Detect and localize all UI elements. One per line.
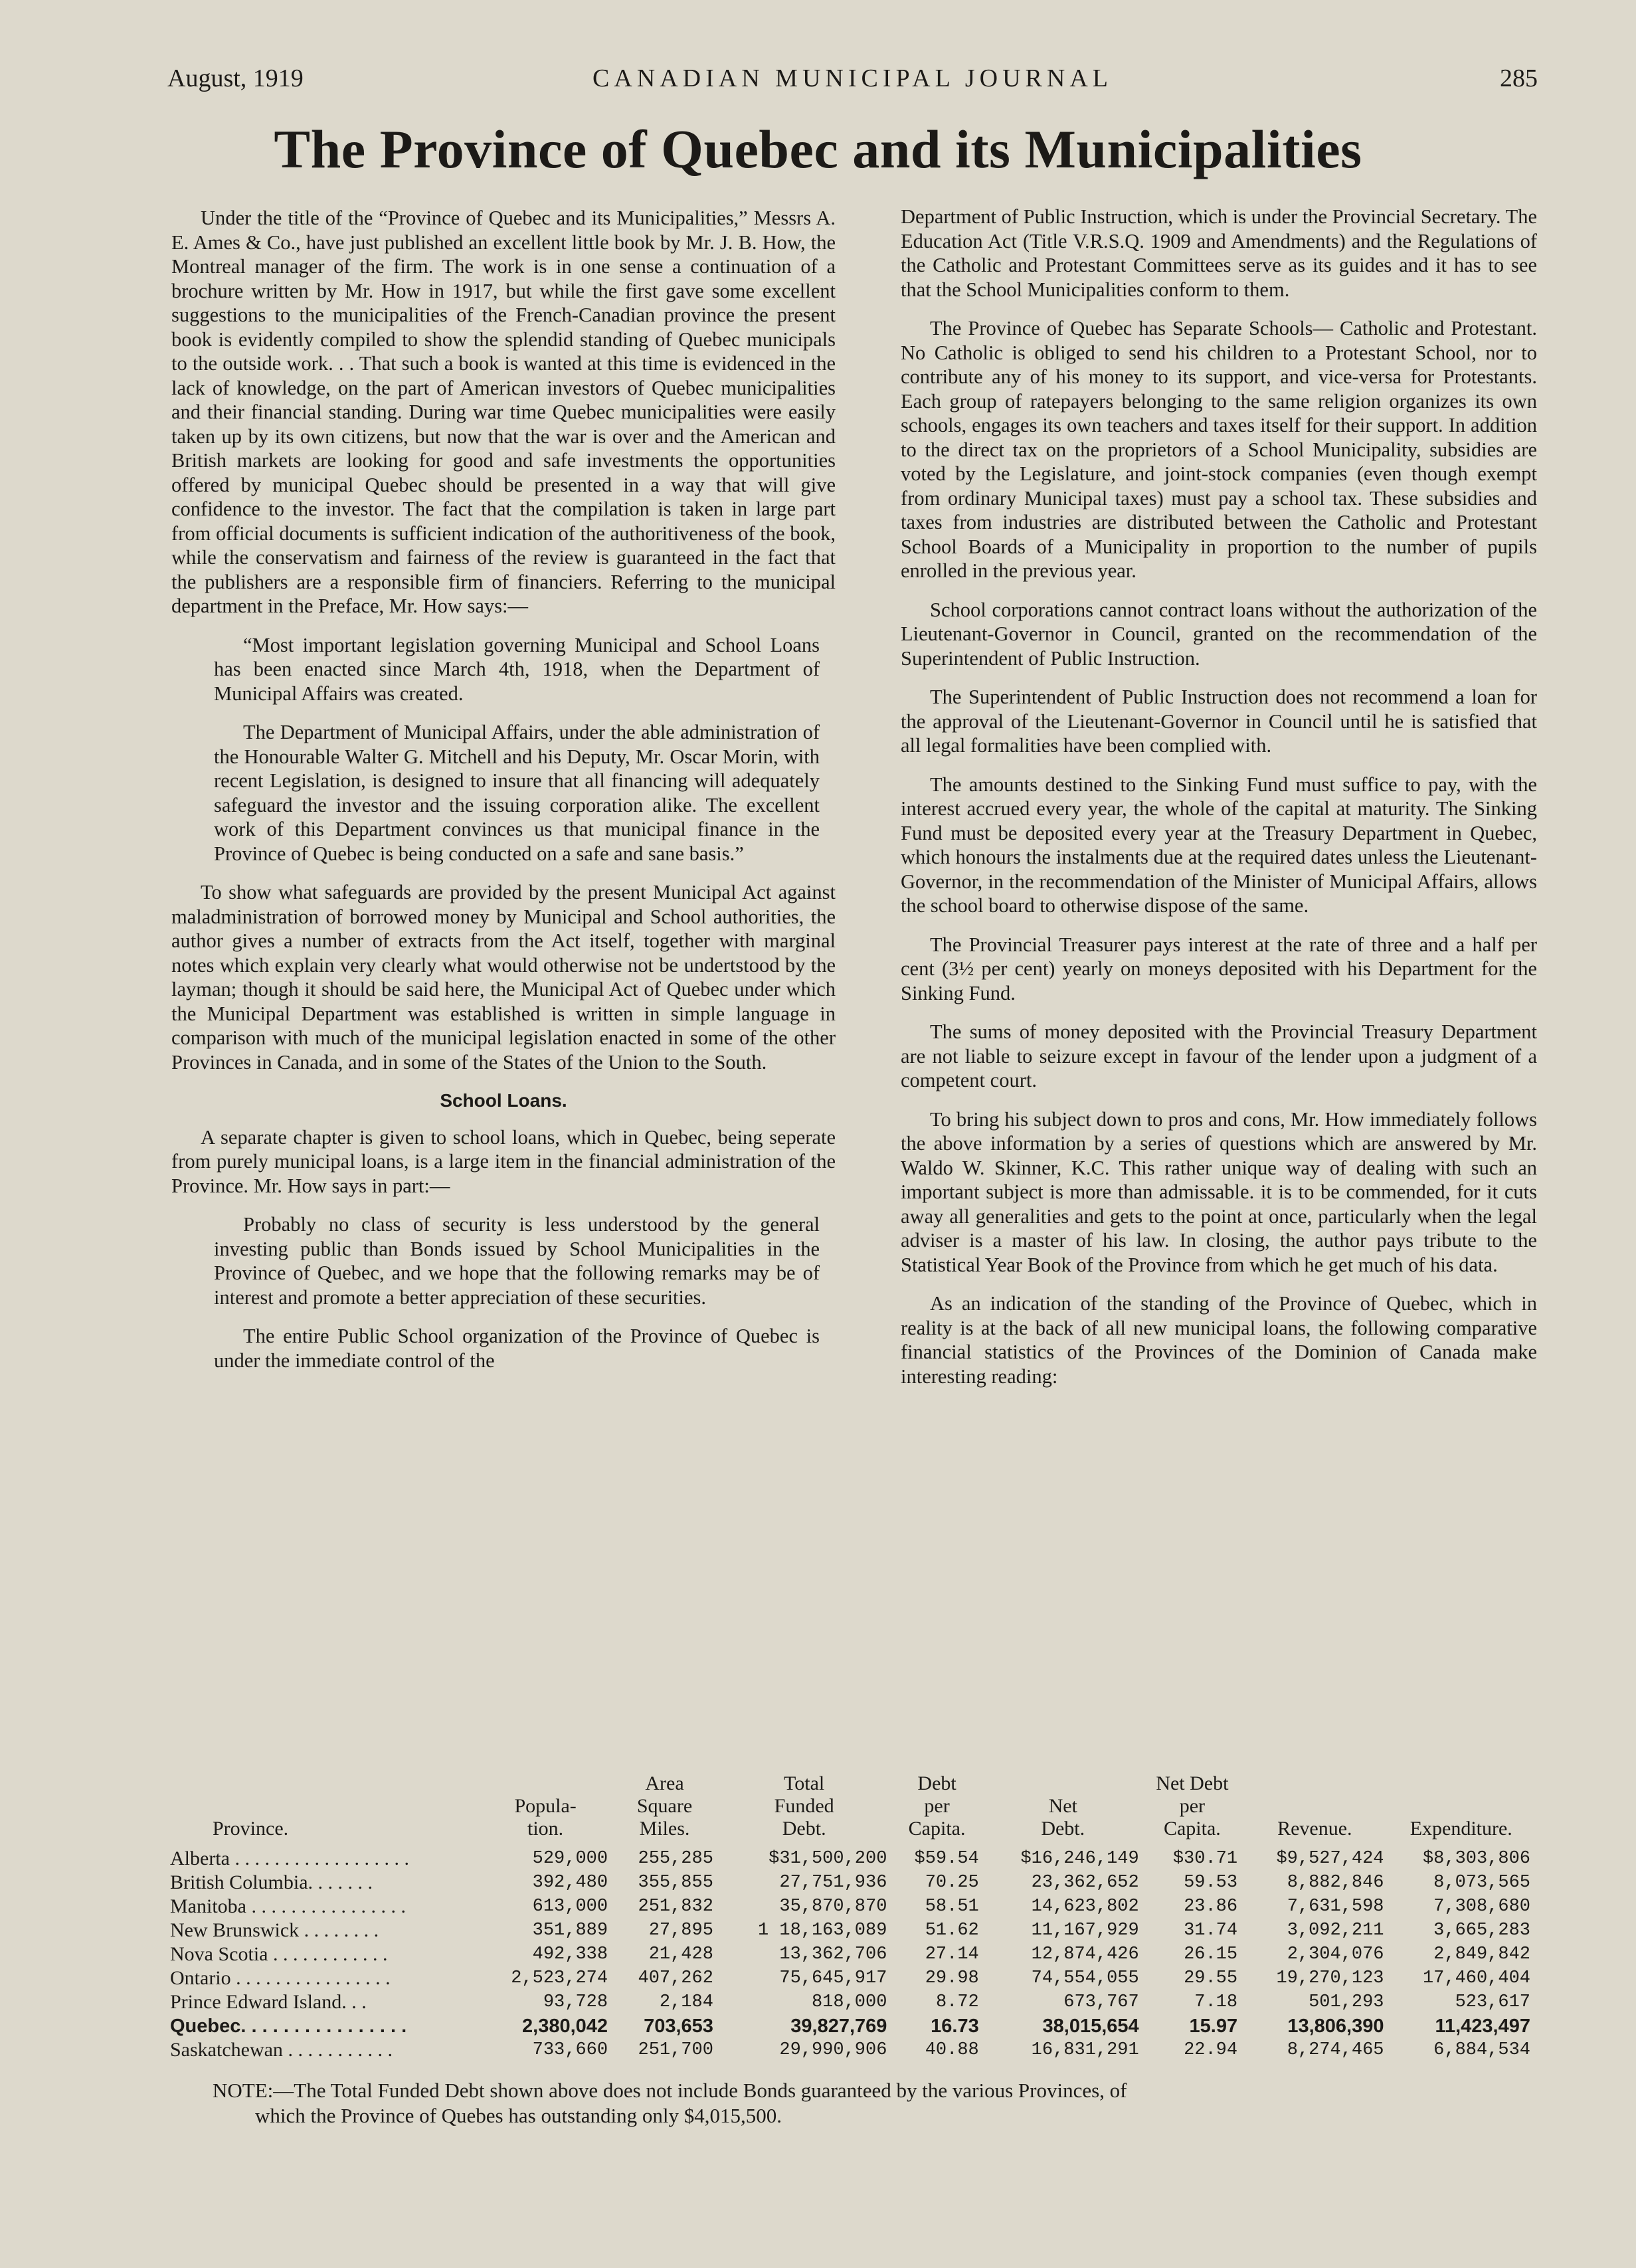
- paragraph: To show what safeguards are provided by the present Municipal Act against maladministration of borrowed money by Municipal and School authorities, the author gives a number of extracts from the Act itself, together with marginal notes which explain very clearly what would otherwise not be undertstood by the layman; though it should be said here, the Municipal Act of Quebec under which the Municipal Department was established is written in simple language in comparison with much of the municipal legislation enacted in some of the other Provinces in Canada, and in some of the States of the Union to the South.: [171, 881, 836, 1074]
- funded-debt-cell: 35,870,870: [779, 1897, 887, 1917]
- province-name: Ontario: [170, 1967, 231, 1989]
- table-row: [166, 2038, 1534, 2062]
- funded-debt-cell: 29,990,906: [779, 2040, 887, 2060]
- province-name: British Columbia: [170, 1871, 308, 1893]
- page-number: 285: [1500, 64, 1538, 92]
- header-net-debt-per-capita: Net Debt per Capita.: [1156, 1772, 1229, 1840]
- leader-dots: . . . . . . . .: [299, 1919, 379, 1941]
- header-province: Province.: [213, 1818, 289, 1840]
- article-title: The Province of Quebec and its Municipalities: [274, 119, 1362, 179]
- net-debt-cell: 673,767: [1063, 1992, 1139, 2012]
- funded-debt-cell: 27,751,936: [779, 1873, 887, 1893]
- paragraph: The Superintendent of Public Instruction does not recommend a loan for the approval of the Lieutenant-Governor in Council until he is satisfied that all legal formalities have been complied with.: [901, 686, 1537, 757]
- left-column: [171, 206, 836, 1387]
- header-net-debt: Net Debt.: [1041, 1795, 1085, 1840]
- net-debt-per-capita-cell: 7.18: [1194, 1992, 1238, 2012]
- net-debt-cell: 16,831,291: [1031, 2040, 1139, 2060]
- population-cell: 529,000: [532, 1849, 608, 1869]
- area-cell: 255,285: [638, 1849, 713, 1869]
- debt-per-capita-cell: 70.25: [925, 1873, 979, 1893]
- net-debt-per-capita-cell: 22.94: [1184, 2040, 1238, 2060]
- expenditure-cell: 17,460,404: [1422, 1968, 1530, 1988]
- net-debt-per-capita-cell: 29.55: [1184, 1968, 1238, 1988]
- leader-dots: . . . . . . .: [308, 1871, 373, 1893]
- population-cell: 2,523,274: [511, 1968, 608, 1988]
- area-cell: 251,700: [638, 2040, 713, 2060]
- net-debt-cell: 74,554,055: [1031, 1968, 1139, 1988]
- footnote-line: NOTE:—The Total Funded Debt shown above does not include Bonds guaranteed by the various Provinces, of: [213, 2079, 1127, 2102]
- net-debt-per-capita-cell: 26.15: [1184, 1944, 1238, 1964]
- header-revenue: Revenue.: [1277, 1818, 1352, 1840]
- net-debt-cell: 11,167,929: [1031, 1921, 1139, 1940]
- area-cell: 27,895: [648, 1921, 713, 1940]
- province-cell: [166, 2038, 479, 2062]
- debt-per-capita-cell: 27.14: [925, 1944, 979, 1964]
- right-column: [901, 205, 1537, 1403]
- quote-paragraph: The entire Public School organization of the Province of Quebec is under the immediate control of the: [214, 1325, 820, 1372]
- table-row: [166, 1942, 1534, 1966]
- funded-debt-cell: 1 18,163,089: [757, 1921, 887, 1940]
- province-name: Saskatchewan: [170, 2039, 283, 2061]
- province-name: Manitoba: [170, 1895, 246, 1917]
- paragraph: As an indication of the standing of the Province of Quebec, which in reality is at the back of all new municipal loans, the following comparative financial statistics of the Provinces of the Dominion of Canada make interesting reading:: [901, 1292, 1537, 1388]
- revenue-cell: 501,293: [1309, 1992, 1384, 2012]
- paragraph: The sums of money deposited with the Provincial Treasury Department are not liable to seizure except in favour of the lender upon a judgment of a competent court.: [901, 1020, 1537, 1091]
- paragraph: Under the title of the “Province of Quebec and its Municipalities,” Messrs A. E. Ames & Co., have just published an excellent little book by Mr. J. B. How, the Montreal manager of the firm. The work is in one sense a continuation of a brochure written by Mr. How in 1917, but while the first gave some excellent suggestions to the municipalities of the French-Canadian province the present book is evidently compiled to show the splendid standing of Quebec municipals to the outside work. . . That such a book is wanted at this time is evidenced in the lack of knowledge, on the part of American investors of Quebec municipalities and their financial standing. During war time Quebec municipalities were easily taken up by its own citizens, but now that the war is over and the American and British markets are looking for good and safe investments the opportunities offered by municipal Quebec should be presented in a way that will give confidence to the investor. The fact that the compilation is taken in large part from official documents is sufficient indication of the authoritiveness of the book, while the conservatism and fairness of the review is guaranteed in the fact that the publishers are a responsible firm of financiers. Referring to the municipal department in the Preface, Mr. How says:—: [171, 207, 836, 617]
- net-debt-per-capita-cell: 31.74: [1184, 1921, 1238, 1940]
- quote-paragraph: Probably no class of security is less understood by the general investing public than Bonds issued by School Municipalities in the Province of Quebec, and we hope that the following remarks may be of interest and promote a better appreciation of these securities.: [214, 1213, 820, 1309]
- leader-dots: . . .: [341, 1991, 367, 2013]
- expenditure-cell: 8,073,565: [1433, 1873, 1530, 1893]
- paragraph: The amounts destined to the Sinking Fund must suffice to pay, with the interest accrued every year, the whole of the capital at maturity. The Sinking Fund must be deposited every year at the Treasury Department in Quebec, which honours the instalments due at the required dates unless the Lieutenant-Governor, in the recommendation of the Minister of Municipal Affairs, allows the school board to otherwise dispose of the same.: [901, 773, 1537, 917]
- debt-per-capita-cell: 16.73: [931, 2016, 979, 2037]
- area-cell: 703,653: [644, 2016, 713, 2037]
- area-cell: 251,832: [638, 1897, 713, 1917]
- net-debt-per-capita-cell: 15.97: [1189, 2016, 1238, 2037]
- header-area: Area Square Miles.: [636, 1772, 693, 1840]
- debt-per-capita-cell: $59.54: [914, 1849, 979, 1869]
- province-cell: [166, 2014, 479, 2038]
- table-row: [166, 2014, 1534, 2038]
- province-cell: [166, 1966, 479, 1990]
- province-name: Nova Scotia: [170, 1943, 268, 1965]
- province-cell: [166, 1919, 479, 1942]
- expenditure-cell: 11,423,497: [1435, 2016, 1530, 2037]
- table-row: [166, 1871, 1534, 1895]
- leader-dots: . . . . . . . . . . .: [282, 2039, 393, 2061]
- funded-debt-cell: $31,500,200: [769, 1849, 887, 1869]
- table-header-row: [166, 1772, 1534, 1847]
- table-row: [166, 1966, 1534, 1990]
- table-footnote: [213, 2078, 1528, 2128]
- funded-debt-cell: 39,827,769: [790, 2016, 887, 2037]
- area-cell: 21,428: [648, 1944, 713, 1964]
- revenue-cell: 8,274,465: [1287, 2040, 1384, 2060]
- net-debt-per-capita-cell: 23.86: [1184, 1897, 1238, 1917]
- net-debt-cell: 23,362,652: [1031, 1873, 1139, 1893]
- table-row: [166, 1895, 1534, 1919]
- revenue-cell: 13,806,390: [1287, 2016, 1384, 2037]
- journal-name: CANADIAN MUNICIPAL JOURNAL: [592, 64, 1113, 92]
- table-row: [166, 1990, 1534, 2014]
- area-cell: 407,262: [638, 1968, 713, 1988]
- population-cell: 2,380,042: [522, 2016, 608, 2037]
- province-name: Prince Edward Island: [170, 1991, 342, 2013]
- debt-per-capita-cell: 40.88: [925, 2040, 979, 2060]
- leader-dots: . . . . . . . . . . . . . . . .: [240, 2016, 407, 2037]
- revenue-cell: 8,882,846: [1287, 1873, 1384, 1893]
- debt-per-capita-cell: 58.51: [925, 1897, 979, 1917]
- province-name: Quebec: [170, 2016, 241, 2037]
- quote-paragraph: “Most important legislation governing Municipal and School Loans has been enacted since March 4th, 1918, when the Department of Municipal Affairs was created.: [214, 633, 820, 705]
- province-name: Alberta: [170, 1847, 230, 1869]
- revenue-cell: 7,631,598: [1287, 1897, 1384, 1917]
- province-cell: [166, 1871, 479, 1895]
- province-cell: [166, 1847, 479, 1871]
- net-debt-cell: 12,874,426: [1031, 1944, 1139, 1964]
- table-row: [166, 1919, 1534, 1942]
- population-cell: 733,660: [532, 2040, 608, 2060]
- leader-dots: . . . . . . . . . . . . . . . .: [230, 1967, 391, 1989]
- issue-date: August, 1919: [167, 64, 304, 92]
- population-cell: 93,728: [543, 1992, 608, 2012]
- debt-per-capita-cell: 29.98: [925, 1968, 979, 1988]
- debt-per-capita-cell: 51.62: [925, 1921, 979, 1940]
- expenditure-cell: $8,303,806: [1422, 1849, 1530, 1869]
- net-debt-per-capita-cell: 59.53: [1184, 1873, 1238, 1893]
- header-population: Popula- tion.: [514, 1795, 577, 1840]
- financial-statistics-table: [166, 1772, 1534, 2062]
- footnote-line: which the Province of Quebes has outstanding only $4,015,500.: [255, 2104, 782, 2127]
- net-debt-per-capita-cell: $30.71: [1172, 1849, 1238, 1869]
- leader-dots: . . . . . . . . . . . .: [268, 1943, 388, 1965]
- population-cell: 392,480: [532, 1873, 608, 1893]
- area-cell: 2,184: [659, 1992, 713, 2012]
- area-cell: 355,855: [638, 1873, 713, 1893]
- expenditure-cell: 3,665,283: [1433, 1921, 1530, 1940]
- running-header: [167, 64, 1538, 98]
- leader-dots: . . . . . . . . . . . . . . . . . .: [229, 1847, 409, 1869]
- revenue-cell: 19,270,123: [1276, 1968, 1384, 1988]
- province-cell: [166, 1942, 479, 1966]
- funded-debt-cell: 818,000: [811, 1992, 887, 2012]
- expenditure-cell: 2,849,842: [1433, 1944, 1530, 1964]
- paragraph: To bring his subject down to pros and cons, Mr. How immediately follows the above information by a series of questions which are answered by Mr. Waldo W. Skinner, K.C. This rather unique way of dealing with such an important subject is more than admissable. it is to be commended, for it cuts away all generalities and gets to the point at once, particularly when the legal adviser is a master of his law. In closing, the author pays tribute to the Statistical Year Book of the Province from which he get much of his data.: [901, 1107, 1537, 1276]
- paragraph: School corporations cannot contract loans without the authorization of the Lieutenant-Governor in Council, granted on the recommendation of the Superintendent of Public Instruction.: [901, 598, 1537, 670]
- population-cell: 492,338: [532, 1944, 608, 1964]
- revenue-cell: 2,304,076: [1287, 1944, 1384, 1964]
- paragraph: Department of Public Instruction, which is under the Provincial Secretary. The Education Act (Title V.R.S.Q. 1909 and Amendments) and the Regulations of the Catholic and Protestant Committees serve as its guides and it has to see that the School Municipalities conform to them.: [901, 205, 1537, 301]
- paragraph: The Province of Quebec has Separate Schools— Catholic and Protestant. No Catholic is obliged to send his children to a Protestant School, nor to contribute any of his money to its support, and vice-versa for Protestants. Each group of ratepayers belonging to the same religion organizes its own schools, engages its own teachers and taxes itself for their support. In addition to the direct tax on the proprietors of a School Municipality, subsidies are voted by the Legislature, and joint-stock companies (even though exempt from ordinary Municipal taxes) must pay a school tax. These subsidies and taxes from industries are distributed between the Catholic and Protestant School Boards of a Municipality in proportion to the number of pupils enrolled in the previous year.: [901, 317, 1537, 582]
- header-funded-debt: Total Funded Debt.: [774, 1772, 834, 1840]
- debt-per-capita-cell: 8.72: [935, 1992, 979, 2012]
- paragraph: A separate chapter is given to school loans, which in Quebec, being seperate from purely municipal loans, is a large item in the financial administration of the Province. Mr. How says in part:—: [171, 1125, 836, 1197]
- table-row: [166, 1847, 1534, 1871]
- funded-debt-cell: 75,645,917: [779, 1968, 887, 1988]
- net-debt-cell: $16,246,149: [1020, 1849, 1139, 1869]
- header-debt-per-capita: Debt per Capita.: [908, 1772, 966, 1840]
- funded-debt-cell: 13,362,706: [779, 1944, 887, 1964]
- province-cell: [166, 1895, 479, 1919]
- net-debt-cell: 38,015,654: [1042, 2016, 1139, 2037]
- expenditure-cell: 7,308,680: [1433, 1897, 1530, 1917]
- expenditure-cell: 523,617: [1455, 1992, 1530, 2012]
- quote-paragraph: The Department of Municipal Affairs, under the able administration of the Honourable Walter G. Mitchell and his Deputy, Mr. Oscar Morin, with recent Legislation, is designed to insure that all financing will adequately safeguard the investor and the issuing corporation alike. The excellent work of this Department convinces us that municipal finance in the Province of Quebec is being conducted on a safe and sane basis.”: [214, 721, 820, 865]
- population-cell: 351,889: [532, 1921, 608, 1940]
- population-cell: 613,000: [532, 1897, 608, 1917]
- revenue-cell: 3,092,211: [1287, 1921, 1384, 1940]
- province-name: New Brunswick: [170, 1919, 300, 1941]
- header-expenditure: Expenditure.: [1409, 1818, 1512, 1840]
- province-cell: [166, 1990, 479, 2014]
- net-debt-cell: 14,623,802: [1031, 1897, 1139, 1917]
- revenue-cell: $9,527,424: [1276, 1849, 1384, 1869]
- expenditure-cell: 6,884,534: [1433, 2040, 1530, 2060]
- section-subheading: School Loans.: [440, 1090, 567, 1111]
- leader-dots: . . . . . . . . . . . . . . . .: [246, 1895, 406, 1917]
- paragraph: The Provincial Treasurer pays interest at the rate of three and a half per cent (3½ per cent) yearly on moneys deposited with his Department for the Sinking Fund.: [901, 933, 1537, 1004]
